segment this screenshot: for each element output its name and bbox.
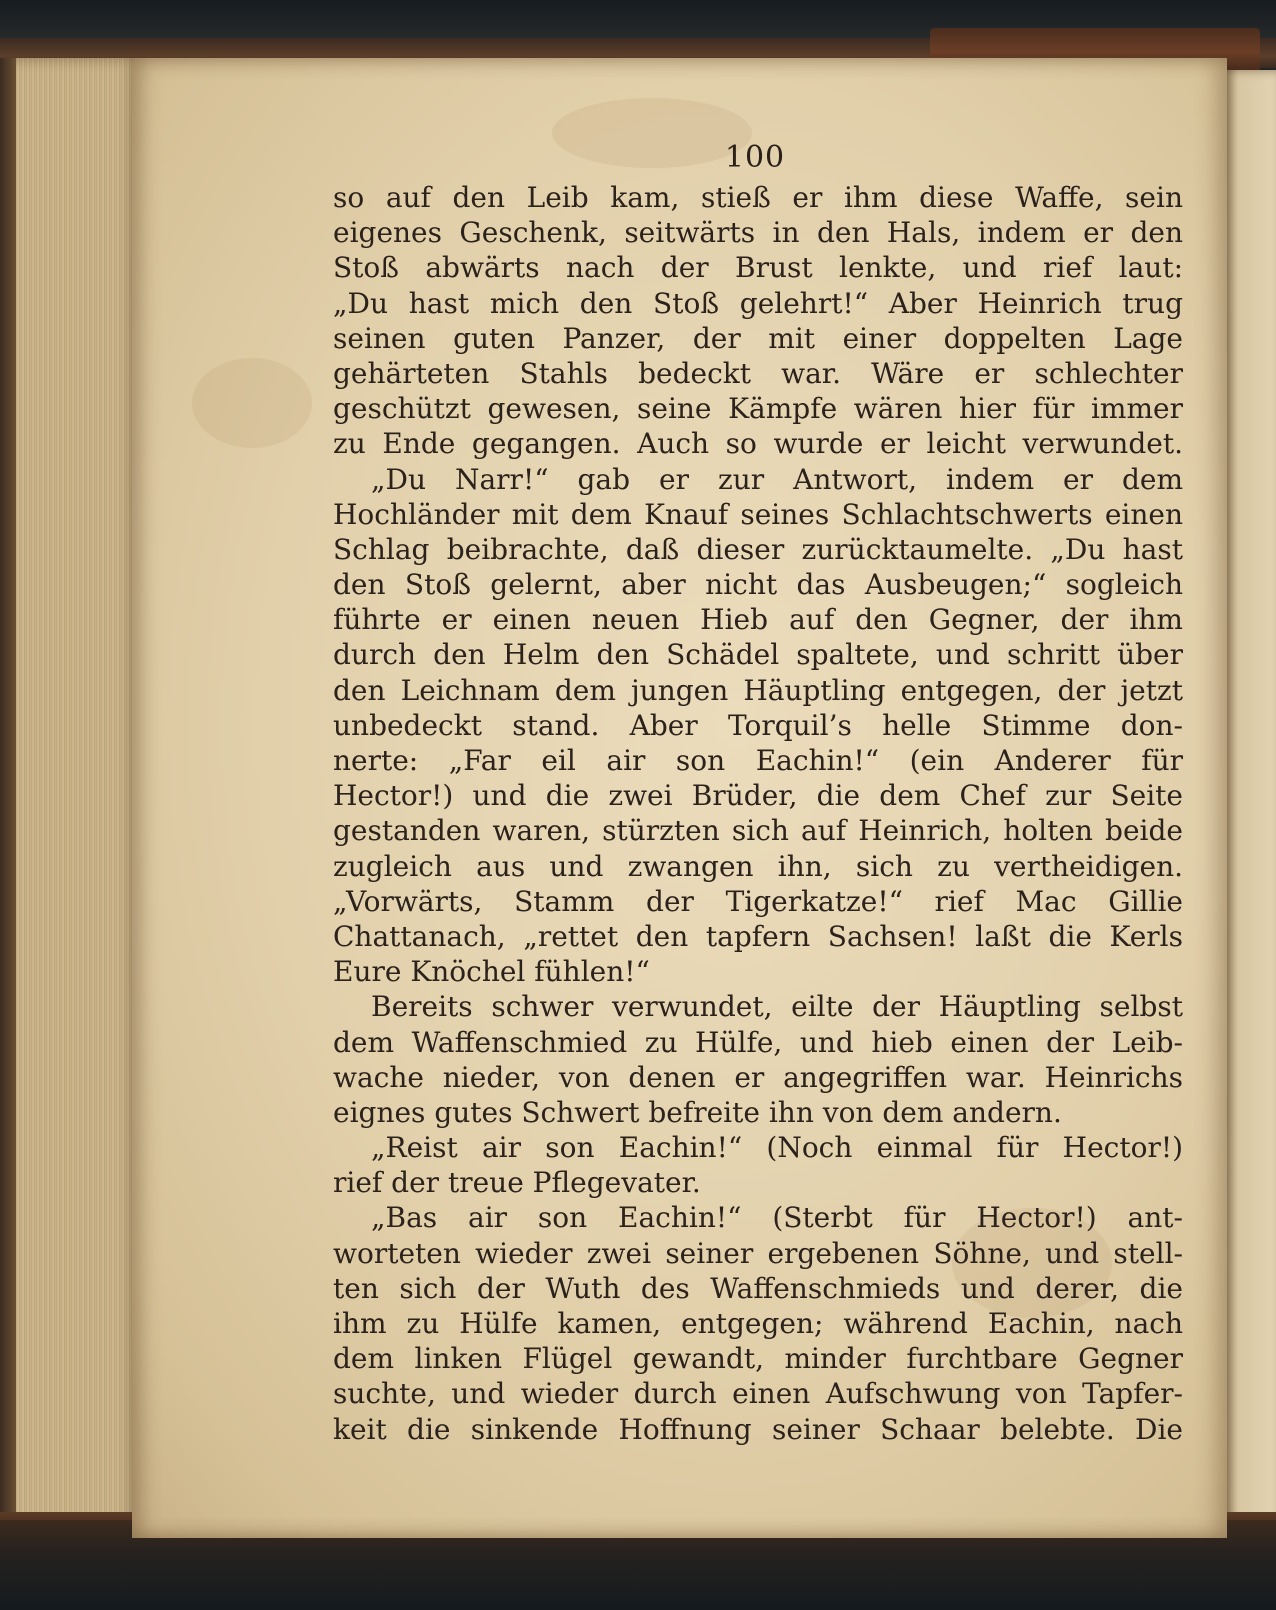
text-line: eignes gutes Schwert befreite ihn von dem andern. [333,1095,1062,1129]
text-line: Hector!) und die zwei Brüder, die dem Chef zur Seite [333,779,1183,813]
text-line: dem linken Flügel gewandt, minder furchtbare Gegner [333,1342,1183,1376]
text-line: geschützt gewesen, seine Kämpfe wären hier für immer [333,392,1183,426]
text-line: „Du hast mich den Stoß gelehrt!“ Aber Heinrich trug [333,286,1183,320]
text-line: „Bas air son Eachin!“ (Sterbt für Hector!) ant- [371,1201,1183,1235]
text-line: gehärteten Stahls bedeckt war. Wäre er schlechter [333,356,1183,390]
text-line: „Du Narr!“ gab er zur Antwort, indem er dem [371,462,1183,496]
text-line: so auf den Leib kam, stieß er ihm diese Waffe, sein [333,181,1183,214]
text-line: den Leichnam dem jungen Häuptling entgegen, der jetzt [333,673,1183,707]
page-number: 100 [724,140,786,175]
text-line: zu Ende gegangen. Auch so wurde er leicht verwundet. [333,427,1183,461]
text-line: Stoß abwärts nach der Brust lenkte, und rief laut: [333,251,1183,285]
text-line: ten sich der Wuth des Waffenschmieds und derer, die [333,1271,1183,1305]
text-line: wache nieder, von denen er angegriffen war. Heinrichs [333,1060,1183,1094]
text-line: suchte, und wieder durch einen Aufschwung von Tapfer- [333,1377,1183,1411]
text-line: führte er einen neuen Hieb auf den Gegner, der ihm [333,603,1183,637]
text-line: rief der treue Pflegevater. [333,1166,701,1200]
paper-stain [192,358,312,448]
cover-edge-left [0,58,16,1538]
text-line: seinen guten Panzer, der mit einer doppelten Lage [333,321,1183,355]
text-line: den Stoß gelernt, aber nicht das Ausbeugen;“ sogleich [333,568,1183,602]
text-line: „Reist air son Eachin!“ (Noch einmal für Hector!) [371,1131,1183,1165]
facing-page-right [1222,70,1276,1530]
text-line: ihm zu Hülfe kamen, entgegen; während Eachin, nach [333,1307,1183,1340]
text-line: durch den Helm den Schädel spaltete, und schritt über [333,638,1183,672]
body-text [333,180,1183,1447]
text-line: eigenes Geschenk, seitwärts in den Hals, indem er den [333,216,1183,250]
text-line: keit die sinkende Hoffnung seiner Schaar belebte. Die [333,1412,1183,1446]
text-line: Schlag beibrachte, daß dieser zurücktaumelte. „Du hast [333,532,1183,566]
text-line: Eure Knöchel fühlen!“ [333,955,650,989]
text-line: Bereits schwer verwundet, eilte der Häuptling selbst [371,990,1183,1024]
text-line: zugleich aus und zwangen ihn, sich zu vertheidigen. [333,849,1183,883]
text-line: Hochländer mit dem Knauf seines Schlachtschwerts einen [333,497,1183,531]
text-line: dem Waffenschmied zu Hülfe, und hieb einen der Leib- [333,1025,1183,1059]
text-line: worteten wieder zwei seiner ergebenen Söhne, und stell- [333,1236,1183,1270]
text-line: gestanden waren, stürzten sich auf Heinrich, holten beide [333,814,1183,848]
text-line: Chattanach, „rettet den tapfern Sachsen! laßt die Kerls [333,919,1183,953]
text-line: nerte: „Far eil air son Eachin!“ (ein Anderer für [333,744,1183,777]
text-line: „Vorwärts, Stamm der Tigerkatze!“ rief Mac Gillie [333,884,1183,918]
text-line: unbedeckt stand. Aber Torquil’s helle Stimme don- [333,708,1183,742]
page-edges-left [0,58,140,1538]
